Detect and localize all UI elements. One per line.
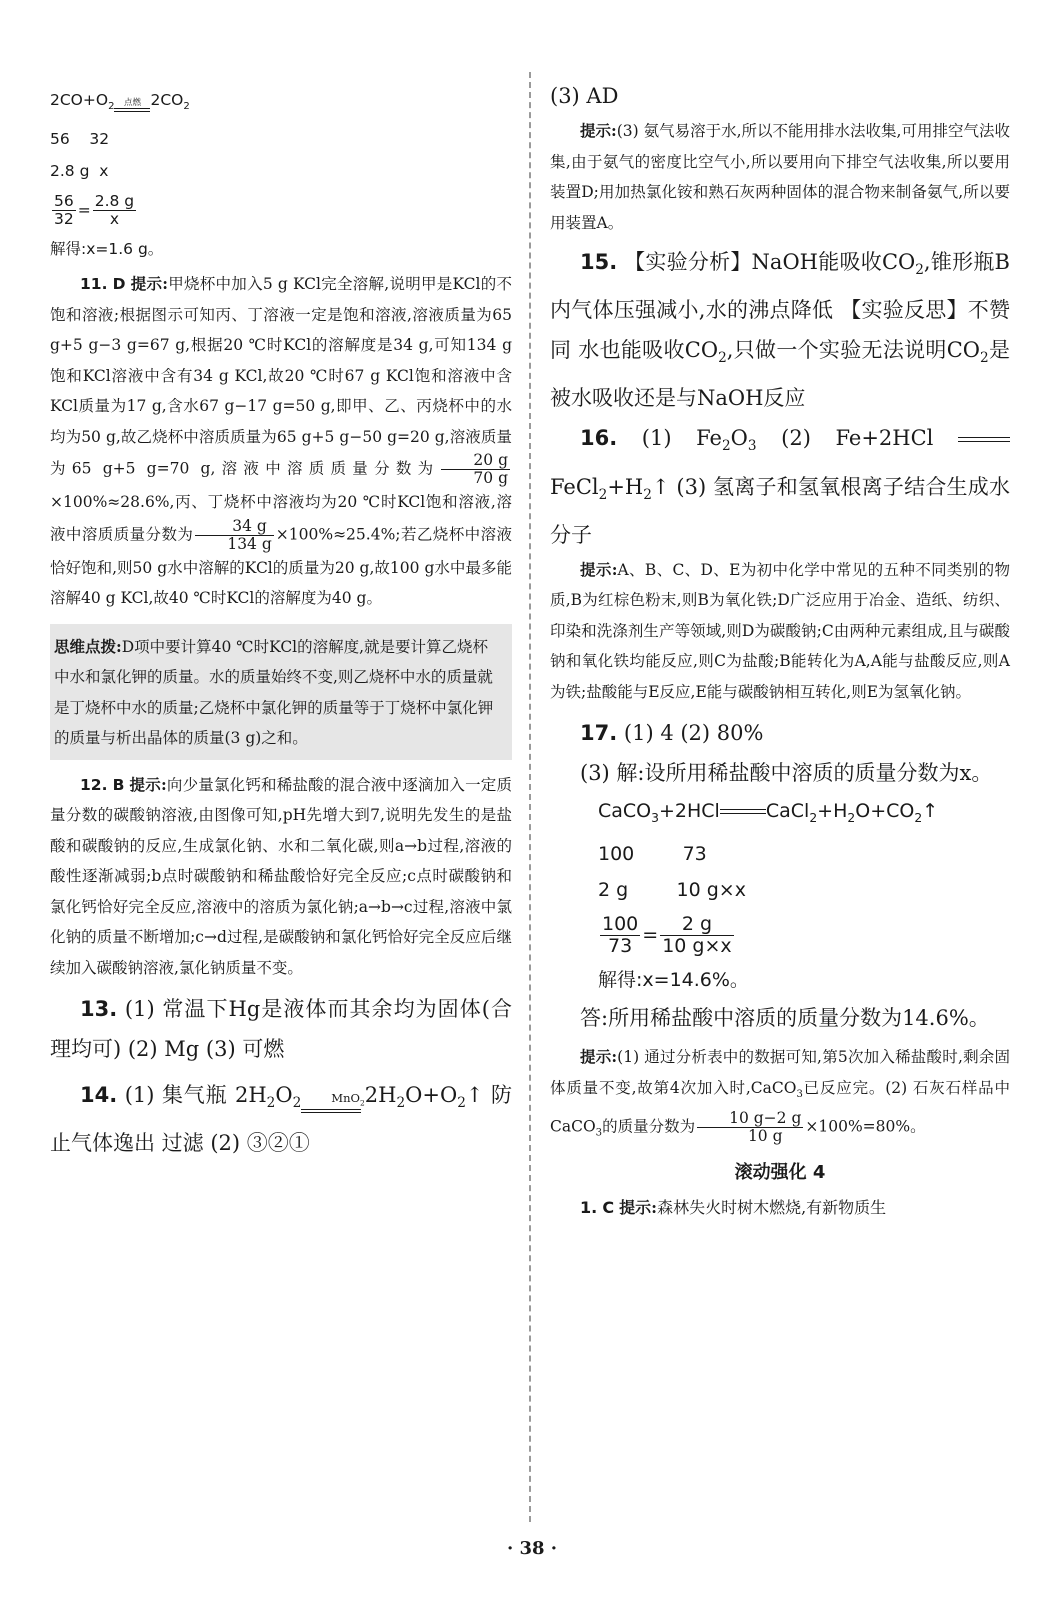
question-number: 15. <box>580 250 618 274</box>
column-divider <box>529 72 531 1522</box>
question-13 <box>50 989 512 1069</box>
fraction <box>697 1110 803 1145</box>
equals-line <box>958 437 1010 442</box>
question-11 <box>50 269 512 614</box>
hint-text: 向少量氯化钙和稀盐酸的混合液中逐滴加入一定质量分数的碳酸钠溶液,由图像可知,pH先增大到7,说明先发生的是盐酸和碳酸钠的反应,生成氯化钠、水和二氧化碳,则a→b过程,溶液的酸性逐渐减弱;b点时碳酸钠和稀盐酸恰好完全反应;c点时碳酸钠和氯化钙恰好完全反应,溶液中的溶质为氯化钠;a→b→c过程,溶液中氯化钠的质量不断增加;c→d过程,是碳酸钠和氯化钙恰好完全反应后继续加入碳酸钠溶液,氯化钠质量不变。 <box>50 775 512 977</box>
subscript: 3 <box>747 438 757 455</box>
eq-text: CaCl <box>765 800 810 823</box>
denominator: 32 <box>54 210 74 229</box>
right-column <box>550 76 1010 1224</box>
hint-text: ×100%≈25.4%;若乙烧杯中溶液恰好饱和,则50 g水中溶解的KCl的质量为20 g,故100 g水中最多能溶解40 g KCl,故40 ℃时KCl的溶解度为40 g。 <box>50 525 512 608</box>
q16-hint <box>550 555 1010 708</box>
subscript: 2 <box>847 811 856 826</box>
hint-text: 已反应完。(2) 石灰石样品中CaCO <box>550 1078 1010 1136</box>
condition-label: MnO <box>331 1091 360 1106</box>
denominator: 134 g <box>227 534 272 553</box>
answer-text: (1) Fe <box>641 426 722 451</box>
q17-solution: (3) 解:设所用稀盐酸中溶质的质量分数为x。 <box>580 761 993 786</box>
subscript: 2 <box>360 1098 365 1108</box>
equation-line <box>598 793 1010 836</box>
question-12 <box>50 770 512 984</box>
hint-text: ×100%=80%。 <box>805 1117 926 1136</box>
hint-text: A、B、C、D、E为初中化学中常见的五种不同类别的物质,B为红棕色粉末,则B为氧化铁;D广泛应用于冶金、造纸、纺织、印染和洗涤剂生产等领域,则D为碳酸钠;C由两种元素组成,且与碳酸钠和氧化铁均能反应,则C为盐酸;B能转化为A,A能与盐酸反应,则A为铁;盐酸能与E反应,E能与碳酸钠相互转化,则E为氢氧化钠。 <box>550 560 1010 701</box>
subscript: 2 <box>718 350 727 367</box>
subscript: 3 <box>651 811 659 826</box>
subscript: 2 <box>980 350 989 367</box>
hint-label: 提示: <box>580 121 617 140</box>
hint-label: 提示: <box>580 1047 618 1067</box>
subscript: 2 <box>809 811 818 826</box>
equation-fraction: $\frac{100}{73}$ = $\frac{2 g}{10 g\times x}$ <box>602 913 732 958</box>
eq-text: 2CO <box>150 91 184 109</box>
page-number: · 38 · <box>506 1538 558 1559</box>
question-number: 12. <box>80 775 108 794</box>
hint-label: 提示: <box>619 1198 658 1218</box>
subscript: 3 <box>796 1088 803 1100</box>
denominator: 10 g <box>747 1127 783 1146</box>
fraction <box>52 193 76 228</box>
subscript: 2 <box>914 811 923 826</box>
numerator: 20 g <box>441 452 510 470</box>
answer-text: ↑ 防止气体逸出 过滤 (2) ③②① <box>50 1083 512 1156</box>
denominator: 10 g×x <box>662 935 732 958</box>
question-number: 16. <box>580 426 618 451</box>
eq-text: +H <box>817 800 848 823</box>
answer-text: +H <box>607 474 644 499</box>
subscript: 2 <box>266 1095 276 1112</box>
answer-text: O <box>730 426 748 451</box>
equation-line: 解得:x=14.6%。 <box>598 969 749 992</box>
section-title: 滚动强化 4 <box>734 1162 826 1184</box>
answer-text: ,锥形瓶B内气体压强减小,水的沸点降低 【实验反思】不赞同 水也能吸收CO <box>550 250 1010 363</box>
equation-line: 100 73 <box>598 843 707 866</box>
answer-text: FeCl <box>550 474 599 499</box>
subscript: 2 <box>598 486 608 503</box>
question-number: 11. <box>80 275 108 294</box>
numerator: 34 g <box>195 518 273 536</box>
numerator: 10 g−2 g <box>697 1110 803 1128</box>
numerator: 56 <box>54 192 74 211</box>
eq-text: 2CO+O <box>50 91 109 109</box>
q17-hint <box>550 1042 1010 1149</box>
reaction-condition <box>301 1093 365 1117</box>
answer-text: (2) Fe+2HCl <box>756 426 934 451</box>
question-number: 17. <box>580 721 618 746</box>
answer-text: 【实验分析】NaOH能吸收CO <box>624 250 916 274</box>
hint-label: 提示: <box>129 774 167 794</box>
numerator: 100 <box>602 913 639 936</box>
left-column <box>50 76 512 1163</box>
answer: D <box>112 275 126 294</box>
equation-line: 56 32 <box>50 130 110 149</box>
subscript: 2 <box>915 262 924 279</box>
subscript: 2 <box>457 1095 466 1112</box>
subscript: 2 <box>108 101 115 113</box>
eq-text: O+CO <box>855 800 915 823</box>
eq-text: CaCO <box>598 800 652 823</box>
fraction <box>600 914 640 957</box>
question-number: 14. <box>80 1083 118 1108</box>
section-question-1 <box>550 1193 1010 1224</box>
fraction <box>660 914 733 957</box>
thinking-tip-box <box>50 624 512 760</box>
equation-fraction: $\frac{56}{32}$ = $\frac{2.8 g}{x}$ <box>54 192 135 229</box>
answer-text: 2H <box>364 1083 397 1108</box>
question-17 <box>550 713 1010 753</box>
q14-part3: (3) AD <box>550 84 619 108</box>
equation-line <box>50 84 512 123</box>
hint-text: (1) 通过分析表中的数据可知,第5次加入稀盐酸时,剩余固体质量不变,故第4次加入时,CaCO <box>550 1048 1010 1097</box>
q14-hint <box>550 116 1010 238</box>
denominator: 73 <box>608 935 633 958</box>
subscript: 2 <box>396 1095 406 1112</box>
equals-line <box>301 1109 361 1113</box>
hint-text: (3) 氨气易溶于水,所以不能用排水法收集,可用排空气法收集,由于氨气的密度比空气小,所以要用向下排空气法收集,所以要用装置D;用加热氯化铵和熟石灰两种固体的混合物来制备氨气,所以要用装置A。 <box>550 122 1010 232</box>
hint-text: ×100%≈28.6%,丙、丁烧杯中溶液均为20 ℃时KCl饱和溶液,溶液中溶质质量分数为 <box>50 493 512 544</box>
fraction <box>93 193 136 228</box>
answer-text: (1) 集气瓶 2H <box>124 1083 267 1108</box>
answer-text: (1) 常温下Hg是液体而其余均为固体(合理均可) (2) Mg (3) 可燃 <box>50 997 512 1062</box>
answer: C <box>602 1198 615 1218</box>
equals-line <box>114 108 150 112</box>
answer-text: 是被水吸收还是与NaOH反应 <box>550 338 1011 411</box>
numerator: 2.8 g <box>94 192 135 211</box>
question-15 <box>550 242 1010 418</box>
reaction-condition <box>114 99 150 115</box>
question-14: 14. (1) 集气瓶 $2H_2O_2$ MnO$_2$ $2H_2O+O_2↑$ 防止气体逸出 过滤 (2) ③②① <box>50 1083 512 1156</box>
tip-label: 思维点拨: <box>54 636 122 656</box>
subscript: 2 <box>183 101 190 113</box>
equation-line: 解得:x=1.6 g。 <box>50 240 164 259</box>
answer: B <box>112 775 125 794</box>
equals-line <box>720 809 766 814</box>
fraction <box>441 452 510 487</box>
q17-answer: 答:所用稀盐酸中溶质的质量分数为14.6%。 <box>580 1006 990 1031</box>
answer-text: ↑ (3) 氢离子和氢氧根离子结合生成水分子 <box>550 474 1010 547</box>
hint-label: 提示: <box>580 559 618 579</box>
hint-text: 甲烧杯中加入5 g KCl完全溶解,说明甲是KCl的不饱和溶液;根据图示可知丙、丁溶液一定是饱和溶液,溶液质量为65 g+5 g−3 g=67 g,根据20 ℃时KCl的溶解度是34 g,可知134 g饱和KCl溶液中含有34 g KCl,故20 ℃时67 g KCl饱和溶液中含KCl质量为17 g,含水67 g−17 g=50 g,即甲、乙、丙烧杯中的水均为50 g,故乙烧杯中溶质质量为65 g+5 g−50 g=20 g,溶液质量为65 g+5 g=70 g,溶液中溶质质量分数为 <box>50 275 512 478</box>
subscript: 3 <box>595 1127 603 1139</box>
hint-text: 森林失火时树木燃烧,有新物质生 <box>657 1198 887 1218</box>
eq-text: +2HCl <box>659 800 720 823</box>
answer-text: O+O <box>405 1083 458 1108</box>
numerator: 2 g <box>660 914 733 936</box>
hint-text: 的质量分数为 <box>602 1117 696 1136</box>
question-16 <box>550 418 1010 554</box>
fraction <box>195 518 273 553</box>
answer-text: (1) 4 (2) 80% <box>623 721 764 746</box>
eq-text: ↑ <box>922 800 939 823</box>
equation-line: 2.8 g x <box>50 162 109 181</box>
denominator: 70 g <box>473 469 508 488</box>
tip-text: D项中要计算40 ℃时KCl的溶解度,就是要计算乙烧杯中水和氯化钾的质量。水的质量始终不变,则乙烧杯中水的质量就是丁烧杯中水的质量;乙烧杯中氯化钾的质量等于丁烧杯中氯化钾的质量与析出晶体的质量(3 g)之和。 <box>54 637 494 748</box>
denominator: x <box>109 210 120 229</box>
question-number: 13. <box>80 997 118 1022</box>
condition-label: 点燃 <box>123 98 141 108</box>
subscript: 2 <box>721 438 731 455</box>
hint-label: 提示: <box>130 274 168 294</box>
question-number: 1. <box>580 1198 598 1218</box>
subscript: 2 <box>292 1095 302 1112</box>
answer-text: ,只做一个实验无法说明CO <box>726 338 981 363</box>
equation-line: 2 g 10 g×x <box>598 879 746 902</box>
subscript: 2 <box>643 486 652 503</box>
